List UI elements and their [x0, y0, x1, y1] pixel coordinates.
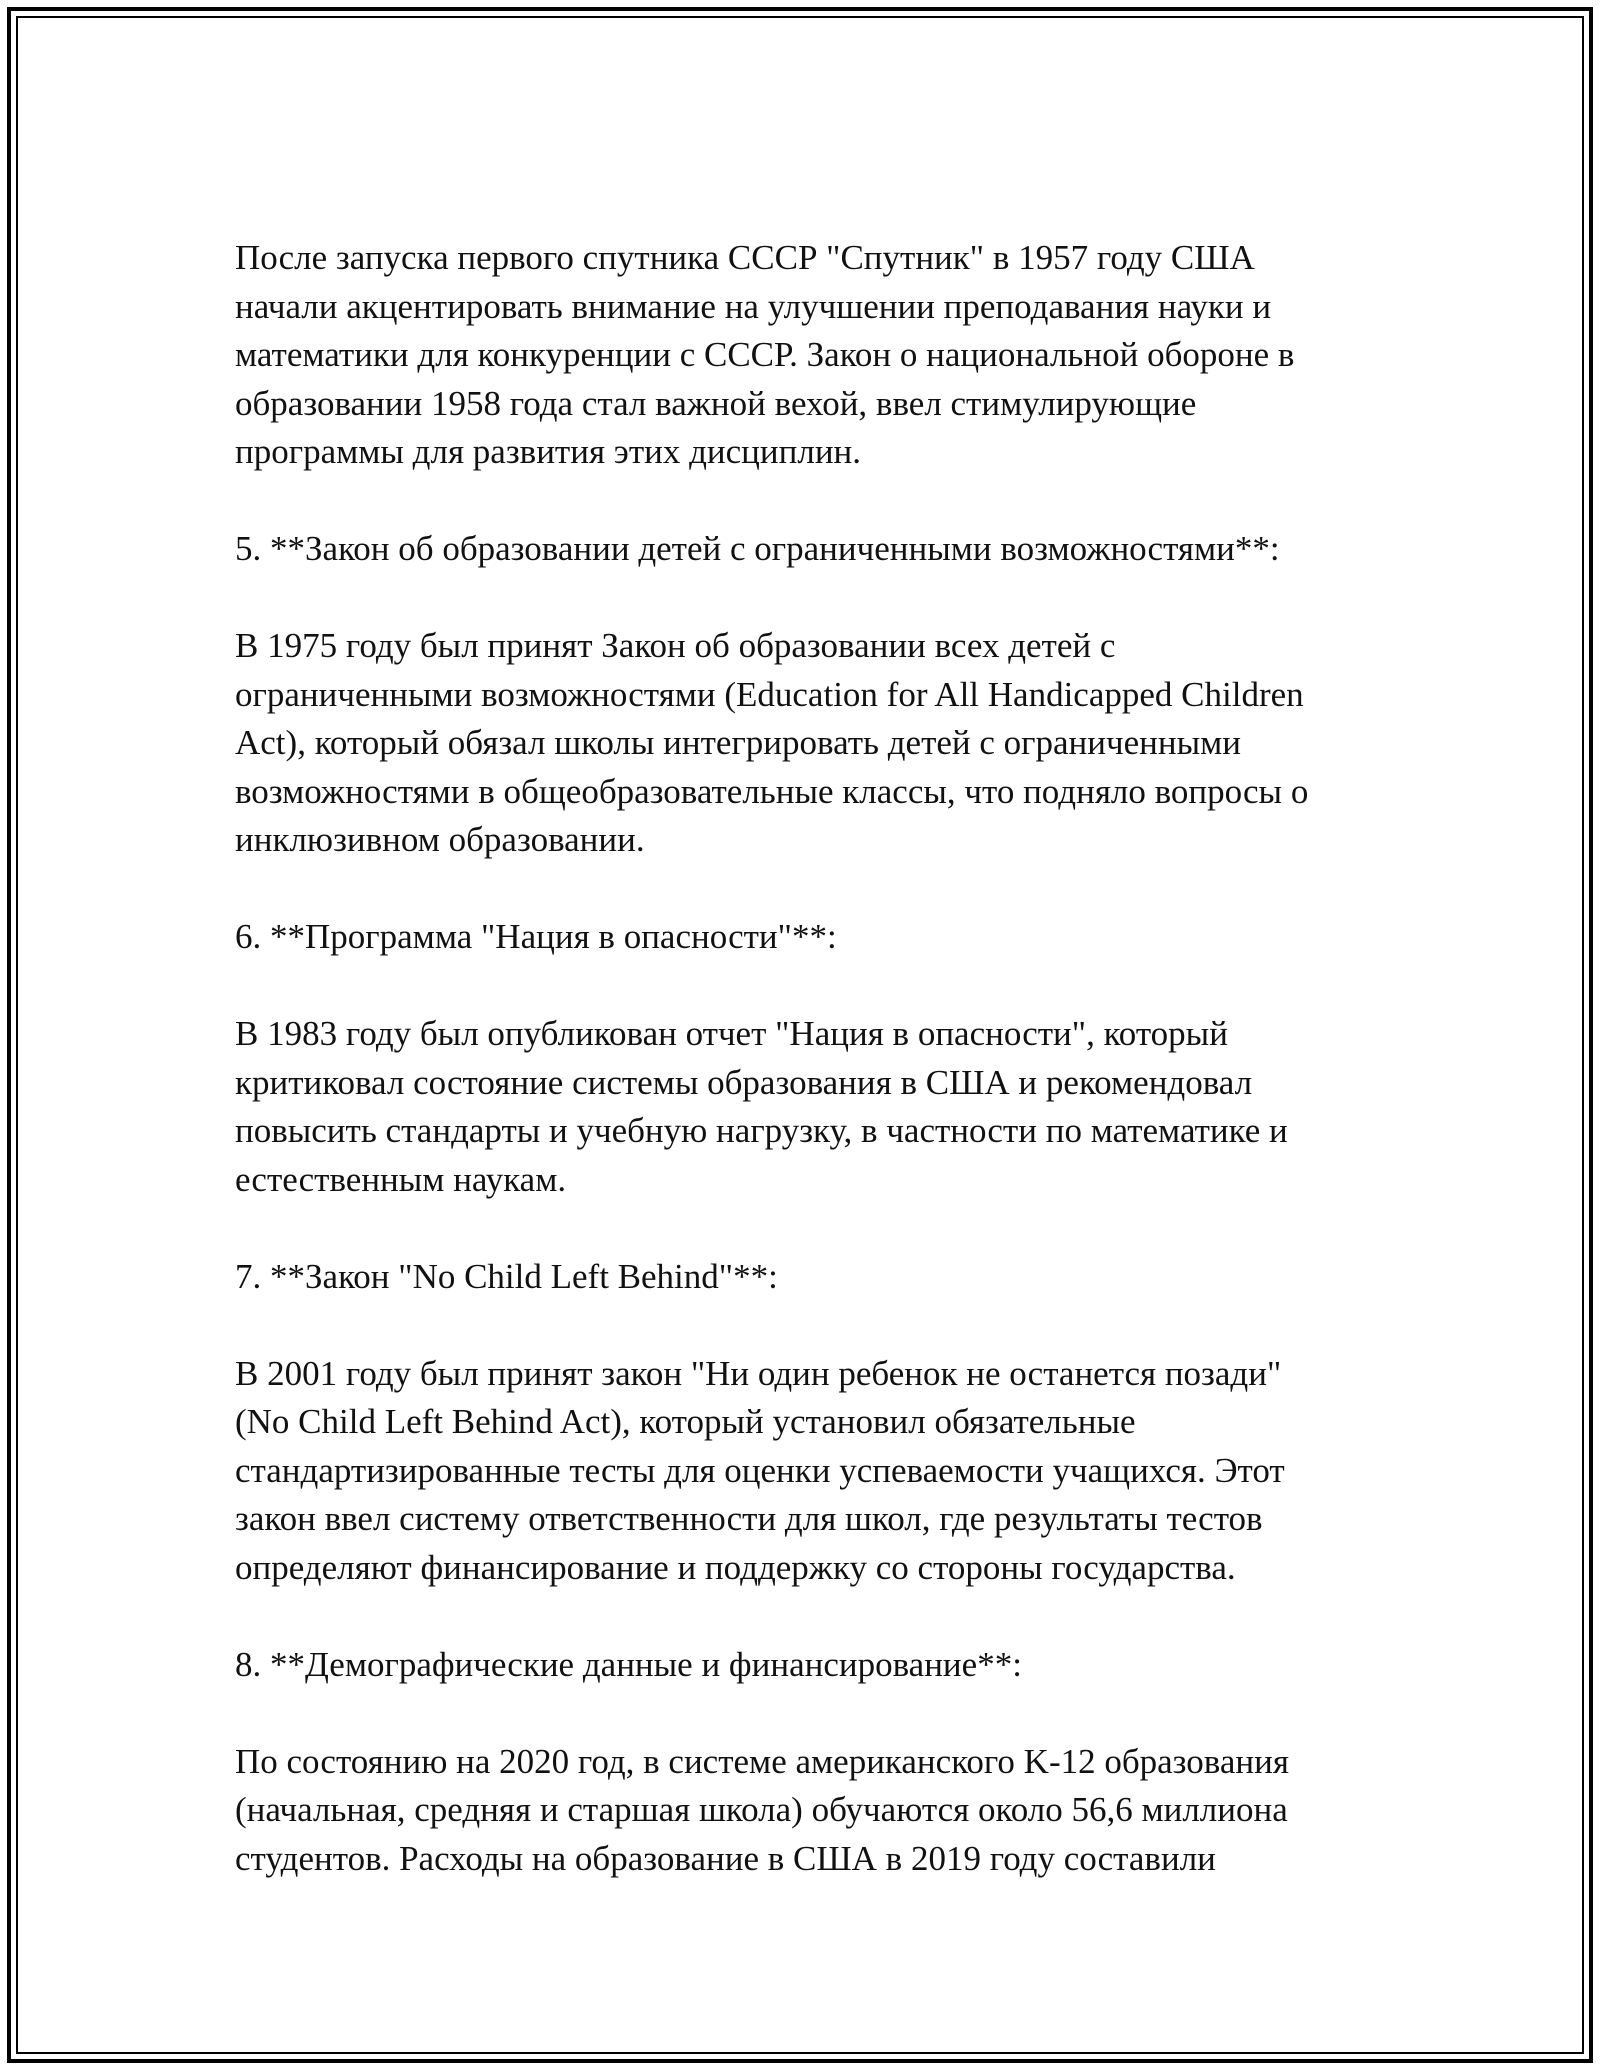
heading-line: 6. **Программа "Нация в опасности"**: [235, 917, 837, 956]
text-line: В 2001 году был принят закон "Ни один ребенок не останется позади" [235, 1353, 1282, 1393]
text-line: инклюзивном образовании. [235, 820, 645, 859]
text-line: В 1975 году был принят Закон об образовании всех детей с [235, 626, 1116, 665]
text-line: повысить стандарты и учебную нагрузку, в частности по математике и [235, 1111, 1288, 1150]
heading-item-6 [235, 913, 1375, 962]
heading-item-8 [235, 1641, 1375, 1690]
text-line: возможностями в общеобразовательные классы, что подняло вопросы о [235, 771, 1309, 811]
heading-line: 5. **Закон об образовании детей с ограниченными возможностями**: [235, 529, 1280, 568]
text-line: Act), который обязал школы интегрировать детей с ограниченными [235, 723, 1242, 762]
paragraph-nation-at-risk [235, 1010, 1375, 1204]
text-line: В 1983 году был опубликован отчет "Нация в опасности", который [235, 1014, 1228, 1053]
text-line: По состоянию на 2020 год, в системе американского K-12 образования [235, 1741, 1289, 1781]
text-line: стандартизированные тесты для оценки успеваемости учащихся. Этот [235, 1450, 1285, 1490]
paragraph-handicapped-children-act [235, 622, 1375, 865]
text-line: критиковал состояние системы образования в США и рекомендовал [235, 1062, 1253, 1102]
heading-line: 7. **Закон "No Child Left Behind"**: [235, 1256, 778, 1296]
text-line: программы для развития этих дисциплин. [235, 432, 862, 471]
text-line: определяют финансирование и поддержку со стороны государства. [235, 1547, 1236, 1587]
heading-line: 8. **Демографические данные и финансирование**: [235, 1644, 1022, 1684]
text-line: (No Child Left Behind Act), который установил обязательные [235, 1402, 1136, 1441]
paragraph-sputnik [235, 234, 1375, 477]
text-line: (начальная, средняя и старшая школа) обучаются около 56,6 миллиона [235, 1790, 1288, 1829]
text-line: студентов. Расходы на образование в США в 2019 году составили [235, 1838, 1216, 1878]
text-line: закон ввел систему ответственности для школ, где результаты тестов [235, 1499, 1263, 1538]
text-line: начали акцентировать внимание на улучшении преподавания науки и [235, 286, 1272, 326]
text-line: После запуска первого спутника СССР "Спутник" в 1957 году США [235, 238, 1255, 277]
text-line: естественным наукам. [235, 1159, 567, 1199]
text-line: образовании 1958 года стал важной вехой, ввел стимулирующие [235, 383, 1197, 423]
heading-item-5 [235, 525, 1375, 574]
text-line: математики для конкуренции с СССР. Закон о национальной обороне в [235, 335, 1295, 374]
heading-item-7 [235, 1253, 1375, 1302]
paragraph-no-child-left-behind [235, 1350, 1375, 1593]
document-body [235, 234, 1375, 1883]
paragraph-demographics [235, 1738, 1375, 1884]
text-line: ограниченными возможностями (Education for All Handicapped Children [235, 674, 1304, 714]
